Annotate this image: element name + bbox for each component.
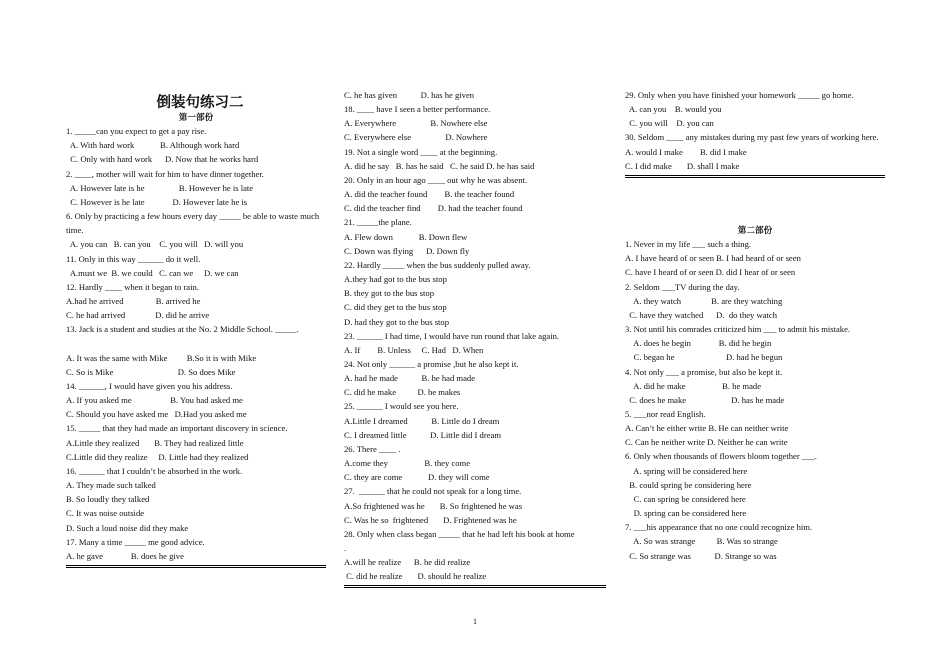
answer-options: C. I dreamed little D. Little did I dream	[344, 429, 502, 440]
answer-options: C. Was he so frightened D. Frightened was he	[344, 514, 517, 525]
question-text: 2. Seldom ___TV during the day.	[625, 281, 740, 292]
answer-options: A.come they B. they come	[344, 458, 471, 469]
answer-options: A.Little they realized B. They had realized little	[66, 437, 244, 448]
question-text: 7. ___his appearance that no one could recognize him.	[625, 522, 813, 533]
answer-options: C. did they get to the bus stop	[344, 302, 447, 313]
answer-options: D. spring can be considered here	[625, 508, 747, 519]
answer-options: D. Such a loud noise did they make	[66, 522, 189, 533]
answer-options: B. they got to the bus stop	[344, 288, 434, 299]
question-text: 16. ______ that I couldn’t be absorbed in the work.	[66, 465, 243, 476]
answer-options: C. did he make D. he makes	[344, 387, 461, 398]
column-3	[625, 88, 885, 563]
answer-options: A. they watch B. are they watching	[625, 295, 783, 306]
answer-options: C. Down was flying D. Down fly	[344, 245, 470, 256]
answer-options: C. does he make D. has he made	[625, 394, 785, 405]
answer-options: C. can spring be considered here	[625, 493, 746, 504]
question-text: 5. ___nor read English.	[625, 408, 706, 419]
column-1-lines	[66, 124, 326, 563]
answer-options	[66, 337, 326, 351]
answer-options: A. If you asked me B. You had asked me	[66, 395, 243, 406]
column-1	[66, 88, 326, 568]
answer-options: A. did he make B. he made	[625, 380, 762, 391]
question-text: 4. Not only ___ a promise, but also he kept it.	[625, 366, 783, 377]
column-3-part2-lines	[625, 237, 885, 563]
answer-options: C. So is Mike D. So does Mike	[66, 366, 236, 377]
answer-options: A. If B. Unless C. Had D. When	[344, 344, 484, 355]
answer-options: A. spring will be considered here	[625, 465, 748, 476]
answer-options: C. he had arrived D. did he arrive	[66, 310, 210, 321]
answer-options: A. you can B. can you C. you will D. will you	[66, 239, 244, 250]
answer-options: A. can you B. would you	[625, 104, 722, 115]
answer-options: C. It was noise outside	[66, 508, 145, 519]
answer-options: A. Everywhere B. Nowhere else	[344, 118, 488, 129]
answer-options: A. he gave B. does he give	[66, 550, 184, 561]
answer-options: D. had they got to the bus stop	[344, 316, 450, 327]
answer-options: A.So frightened was he B. So frightened he was	[344, 500, 523, 511]
answer-options: A. had he made B. he had made	[344, 373, 476, 384]
column-3-top-lines	[625, 88, 885, 173]
answer-options: B. could spring be considering here	[625, 479, 752, 490]
answer-options: C. Everywhere else D. Nowhere	[344, 132, 488, 143]
answer-options: C. Should you have asked me D.Had you asked me	[66, 409, 247, 420]
answer-options: A. I have heard of or seen B. I had heard of or seen	[625, 253, 801, 264]
question-text: 15. _____ that they had made an important discovery in science.	[66, 423, 288, 434]
answer-options: C. began he D. had he begun	[625, 352, 783, 363]
answer-options: A. Flew down B. Down flew	[344, 231, 468, 242]
answer-options: A.must we B. we could C. can we D. we can	[66, 267, 239, 278]
question-text: 6. Only by practicing a few hours every day _____ be able to waste much time.	[66, 211, 320, 236]
question-text: 6. Only when thousands of flowers bloom together ___.	[625, 451, 817, 462]
answer-options: C. he has given D. has he given	[344, 90, 475, 100]
column-2-lines	[344, 88, 606, 583]
answer-options: A. would I make B. did I make	[625, 146, 747, 157]
question-text: 17. Many a time _____ me good advice.	[66, 536, 205, 547]
answer-options: A.had he arrived B. arrived he	[66, 296, 201, 307]
answer-options: A.Little I dreamed B. Little do I dream	[344, 415, 500, 426]
answer-options: C. Only with hard work D. Now that he works hard	[66, 154, 259, 165]
answer-options: C. However is he late D. However late he is	[66, 196, 248, 207]
column-1-separator	[66, 565, 326, 568]
question-text: 24. Not only ______ a promise ,but he also kept it.	[344, 358, 519, 369]
answer-options: A.will he realize B. he did realize	[344, 557, 471, 568]
question-text: 30. Seldom ____ any mistakes during my past few years of working here.	[625, 132, 879, 143]
question-text: 1. _____can you expect to get a pay rise.	[66, 126, 207, 137]
answer-options: A. They made such talked	[66, 480, 156, 491]
question-text: 25. ______ I would see you here.	[344, 401, 459, 412]
question-text: 14. ______, I would have given you his address.	[66, 380, 233, 391]
question-text: 1. Never in my life ___ such a thing.	[625, 239, 752, 250]
question-text: 23. ______ I had time, I would have run round that lake again.	[344, 330, 560, 341]
question-text: 18. ____ have I seen a better performance.	[344, 104, 491, 115]
answer-options: C.Little did they realize D. Little had they realized	[66, 451, 249, 462]
question-text: 2. ____, mother will wait for him to have dinner together.	[66, 168, 264, 179]
page-number: 1	[473, 617, 477, 626]
worksheet-title: 倒装句练习二	[156, 94, 244, 111]
question-text: 27. ______ that he could not speak for a long time.	[344, 486, 522, 497]
answer-options: C. did he realize D. should he realize	[344, 571, 487, 582]
worksheet-title-wrap	[66, 88, 326, 110]
question-text: 21. _____the plane.	[344, 217, 412, 228]
question-text: 3. Not until his comrades criticized him ___ to admit his mistake.	[625, 324, 851, 335]
column-2-separator	[344, 585, 606, 588]
answer-options: B. So loudly they talked	[66, 494, 150, 505]
question-text: 29. Only when you have finished your homework _____ go home.	[625, 90, 854, 100]
answer-options: A. With hard work B. Although work hard	[66, 140, 240, 151]
answer-options: C. have I heard of or seen D. did I hear of or seen	[625, 267, 796, 278]
answer-options: C. I did make D. shall I make	[625, 160, 740, 171]
answer-options: C. did the teacher find D. had the teacher found	[344, 203, 523, 214]
answer-options: A. does he begin B. did he begin	[625, 338, 772, 349]
answer-options: C. you will D. you can	[625, 118, 714, 129]
section-gap	[625, 178, 885, 223]
question-text: 12. Hardly ____ when it began to rain.	[66, 281, 199, 292]
answer-options: A. It was the same with Mike B.So it is with Mike	[66, 352, 257, 363]
answer-options: .	[344, 543, 347, 553]
answer-options: C. have they watched D. do they watch	[625, 309, 778, 320]
column-2	[344, 88, 606, 588]
question-text: 20. Only in an hour ago ____ out why he was absent.	[344, 174, 528, 185]
answer-options: C. So strange was D. Strange so was	[625, 550, 777, 561]
answer-options: C. they are come D. they will come	[344, 472, 490, 483]
question-text: 13. Jack is a student and studies at the No. 2 Middle School. _____.	[66, 324, 299, 335]
part-two-heading: 第二部份	[737, 224, 773, 235]
answer-options: A. did he say B. has he said C. he said D. he has said	[344, 160, 535, 171]
question-text: 22. Hardly _____ when the bus suddenly pulled away.	[344, 259, 531, 270]
answer-options: A. However late is he B. However he is late	[66, 182, 254, 193]
answer-options: A. Can’t he either write B. He can neither write	[625, 423, 789, 434]
answer-options: C. Can he neither write D. Neither he can write	[625, 437, 788, 448]
question-text: 28. Only when class began _____ that he had left his book at home	[344, 528, 575, 539]
part-one-heading: 第一部份	[178, 112, 214, 122]
question-text: 26. There ____ .	[344, 443, 401, 454]
answer-options: A.they had got to the bus stop	[344, 274, 447, 285]
answer-options: A. did the teacher found B. the teacher found	[344, 189, 515, 200]
answer-options: A. So was strange B. Was so strange	[625, 536, 778, 547]
question-text: 19. Not a single word ____ at the beginning.	[344, 146, 498, 157]
question-text: 11. Only in this way ______ do it well.	[66, 253, 201, 264]
